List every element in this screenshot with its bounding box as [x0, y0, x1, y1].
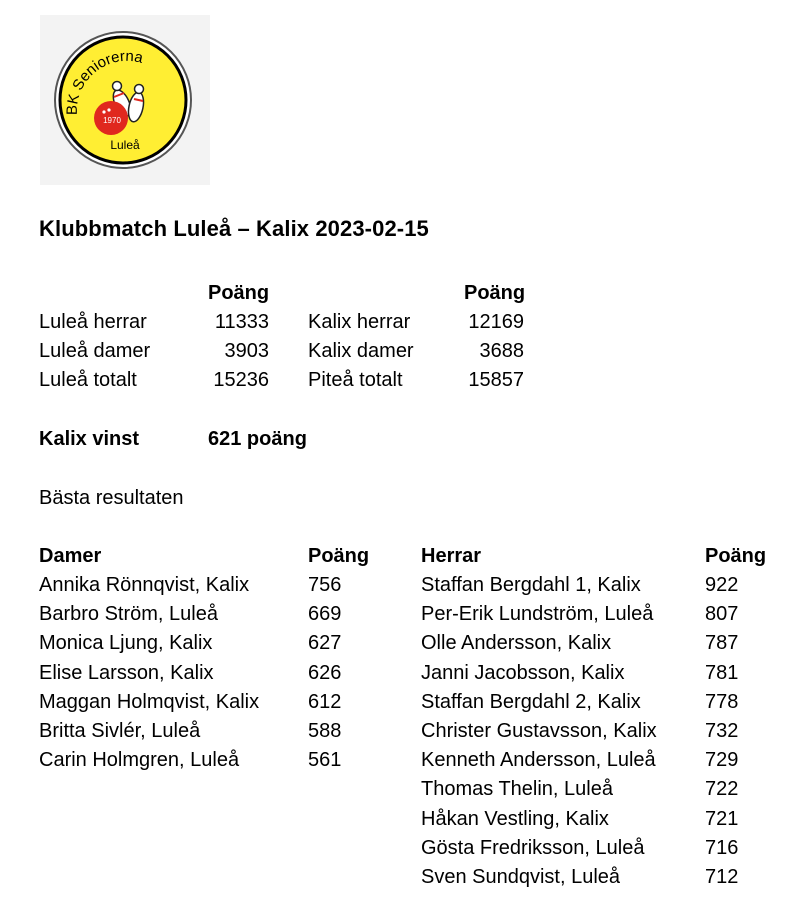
result-name: Carin Holmgren, Luleå	[39, 749, 240, 772]
result-score: 561	[308, 749, 342, 772]
result-name: Britta Sivlér, Luleå	[39, 720, 201, 742]
summary-left-label: Luleå damer	[39, 340, 151, 362]
result-name: Olle Andersson, Kalix	[421, 632, 612, 655]
result-score: 807	[705, 603, 739, 626]
result-score: 588	[308, 720, 342, 742]
result-score: 778	[705, 690, 739, 713]
result-score: 716	[705, 836, 739, 859]
result-score: 669	[308, 603, 342, 626]
result-name: Thomas Thelin, Luleå	[421, 778, 613, 801]
winner-value: 621 poäng	[208, 428, 307, 450]
result-name: Christer Gustavsson, Kalix	[421, 720, 657, 742]
result-score: 722	[705, 778, 739, 801]
result-name: Håkan Vestling, Kalix	[421, 807, 609, 830]
svg-text:1970: 1970	[103, 116, 121, 125]
damer-points-header: Poäng	[308, 545, 370, 567]
bowling-logo-icon	[40, 15, 210, 185]
winner-label: Kalix vinst	[39, 428, 140, 450]
result-name: Staffan Bergdahl 1, Kalix	[421, 574, 641, 596]
result-score: 787	[705, 632, 739, 655]
svg-text:Luleå: Luleå	[110, 138, 140, 152]
club-logo	[40, 15, 210, 185]
summary-right-value: 15857	[468, 369, 524, 391]
page-title: Klubbmatch Luleå – Kalix 2023-02-15	[39, 216, 429, 241]
summary-points-header-right: Poäng	[464, 282, 526, 304]
summary-right-label: Piteå totalt	[308, 369, 403, 391]
result-score: 732	[705, 720, 739, 742]
result-name: Annika Rönnqvist, Kalix	[39, 574, 250, 596]
result-name: Staffan Bergdahl 2, Kalix	[421, 690, 641, 713]
result-name: Kenneth Andersson, Luleå	[421, 749, 656, 772]
result-score: 612	[308, 690, 342, 713]
summary-points-header-left: Poäng	[208, 282, 270, 304]
result-name: Janni Jacobsson, Kalix	[421, 661, 625, 684]
result-name: Barbro Ström, Luleå	[39, 603, 218, 626]
svg-text:BK Seniorerna: BK Seniorerna	[63, 47, 145, 116]
best-results-heading: Bästa resultaten	[39, 487, 184, 509]
herrar-points-header: Poäng	[705, 545, 767, 567]
result-name: Monica Ljung, Kalix	[39, 632, 213, 655]
summary-left-label: Luleå totalt	[39, 369, 137, 391]
result-name: Gösta Fredriksson, Luleå	[421, 836, 645, 859]
result-score: 626	[308, 661, 342, 684]
summary-left-value: 15236	[213, 369, 269, 391]
damer-header: Damer	[39, 545, 102, 567]
result-name: Per-Erik Lundström, Luleå	[421, 603, 654, 626]
summary-right-label: Kalix herrar	[308, 311, 411, 333]
summary-right-value: 3688	[479, 340, 524, 362]
summary-right-label: Kalix damer	[308, 340, 414, 362]
summary-left-value: 11333	[214, 311, 269, 333]
result-score: 627	[308, 632, 342, 655]
result-score: 729	[705, 749, 739, 772]
result-score: 712	[705, 866, 739, 888]
result-name: Sven Sundqvist, Luleå	[421, 866, 621, 888]
herrar-header: Herrar	[421, 545, 482, 567]
summary-left-value: 3903	[224, 340, 269, 362]
result-score: 922	[705, 574, 739, 596]
summary-left-label: Luleå herrar	[39, 311, 147, 333]
result-name: Elise Larsson, Kalix	[39, 661, 214, 684]
result-score: 756	[308, 574, 342, 596]
summary-right-value: 12169	[468, 311, 524, 333]
result-name: Maggan Holmqvist, Kalix	[39, 690, 260, 713]
result-score: 781	[705, 661, 739, 684]
result-score: 721	[705, 807, 739, 830]
